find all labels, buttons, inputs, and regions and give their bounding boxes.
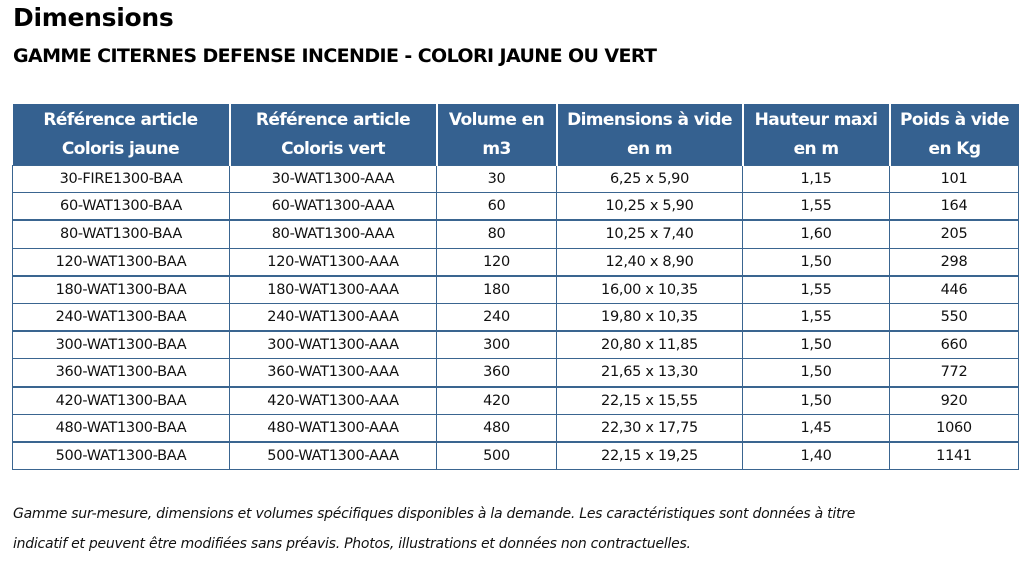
cell-hauteur: 1,45	[743, 414, 890, 442]
table-row	[13, 442, 1019, 470]
header-line1: Référence article	[43, 109, 198, 130]
cell-ref-jaune: 180-WAT1300-BAA	[13, 276, 230, 304]
table-body	[13, 166, 1019, 470]
table-header-row	[13, 104, 1019, 166]
cell-poids: 1060	[890, 414, 1019, 442]
header-ref-vert	[230, 104, 437, 166]
cell-volume: 500	[437, 442, 557, 470]
cell-dimensions: 22,15 x 19,25	[557, 442, 743, 470]
cell-volume: 120	[437, 248, 557, 276]
cell-volume: 480	[437, 414, 557, 442]
cell-hauteur: 1,55	[743, 276, 890, 304]
page-subtitle: GAMME CITERNES DEFENSE INCENDIE - COLORI JAUNE OU VERT	[13, 45, 657, 67]
cell-volume: 80	[437, 220, 557, 248]
cell-poids: 164	[890, 193, 1019, 221]
header-line2: Coloris vert	[281, 138, 385, 159]
cell-ref-jaune: 420-WAT1300-BAA	[13, 387, 230, 415]
cell-dimensions: 22,30 x 17,75	[557, 414, 743, 442]
header-line1: Référence article	[255, 109, 411, 130]
cell-ref-jaune: 240-WAT1300-BAA	[13, 303, 230, 331]
cell-volume: 420	[437, 387, 557, 415]
cell-hauteur: 1,55	[743, 193, 890, 221]
footnote-line-2: indicatif et peuvent être modifiées sans préavis. Photos, illustrations et données non contractuelles.	[13, 536, 691, 552]
cell-poids: 660	[890, 331, 1019, 359]
header-poids	[890, 104, 1019, 166]
cell-ref-vert: 360-WAT1300-AAA	[230, 359, 437, 387]
cell-volume: 60	[437, 193, 557, 221]
table-row	[13, 276, 1019, 304]
cell-ref-jaune: 500-WAT1300-BAA	[13, 442, 230, 470]
cell-poids: 920	[890, 387, 1019, 415]
header-line2: m3	[482, 138, 511, 159]
table-row	[13, 359, 1019, 387]
header-hauteur	[743, 104, 890, 166]
table-row	[13, 331, 1019, 359]
cell-dimensions: 16,00 x 10,35	[557, 276, 743, 304]
dimensions-table	[12, 104, 1019, 470]
table-row	[13, 248, 1019, 276]
cell-hauteur: 1,55	[743, 303, 890, 331]
header-line1: Poids à vide	[900, 109, 1009, 130]
cell-dimensions: 6,25 x 5,90	[557, 166, 743, 193]
cell-ref-jaune: 120-WAT1300-BAA	[13, 248, 230, 276]
table-row	[13, 303, 1019, 331]
cell-ref-vert: 480-WAT1300-AAA	[230, 414, 437, 442]
cell-ref-vert: 300-WAT1300-AAA	[230, 331, 437, 359]
cell-volume: 360	[437, 359, 557, 387]
cell-ref-vert: 500-WAT1300-AAA	[230, 442, 437, 470]
cell-ref-jaune: 30-FIRE1300-BAA	[13, 166, 230, 193]
header-line2: Coloris jaune	[61, 138, 180, 159]
header-line2: en m	[793, 138, 839, 159]
header-line2: en Kg	[928, 138, 981, 159]
cell-ref-vert: 60-WAT1300-AAA	[230, 193, 437, 221]
cell-hauteur: 1,50	[743, 331, 890, 359]
table-row	[13, 193, 1019, 221]
cell-dimensions: 12,40 x 8,90	[557, 248, 743, 276]
cell-hauteur: 1,40	[743, 442, 890, 470]
cell-poids: 205	[890, 220, 1019, 248]
cell-ref-vert: 80-WAT1300-AAA	[230, 220, 437, 248]
cell-poids: 550	[890, 303, 1019, 331]
table-row	[13, 166, 1019, 193]
cell-volume: 240	[437, 303, 557, 331]
header-ref-jaune	[13, 104, 230, 166]
cell-hauteur: 1,15	[743, 166, 890, 193]
cell-dimensions: 21,65 x 13,30	[557, 359, 743, 387]
cell-volume: 30	[437, 166, 557, 193]
header-line1: Volume en	[448, 109, 545, 130]
cell-hauteur: 1,50	[743, 387, 890, 415]
table-row	[13, 414, 1019, 442]
header-line2: en m	[627, 138, 672, 159]
cell-ref-jaune: 360-WAT1300-BAA	[13, 359, 230, 387]
footnote	[13, 499, 1013, 559]
cell-ref-vert: 420-WAT1300-AAA	[230, 387, 437, 415]
cell-poids: 298	[890, 248, 1019, 276]
cell-ref-vert: 180-WAT1300-AAA	[230, 276, 437, 304]
cell-volume: 300	[437, 331, 557, 359]
cell-dimensions: 20,80 x 11,85	[557, 331, 743, 359]
cell-ref-jaune: 480-WAT1300-BAA	[13, 414, 230, 442]
table-row	[13, 387, 1019, 415]
header-volume	[437, 104, 557, 166]
cell-dimensions: 10,25 x 7,40	[557, 220, 743, 248]
cell-ref-vert: 240-WAT1300-AAA	[230, 303, 437, 331]
header-line1: Dimensions à vide	[567, 109, 732, 130]
cell-ref-vert: 30-WAT1300-AAA	[230, 166, 437, 193]
cell-hauteur: 1,60	[743, 220, 890, 248]
cell-ref-vert: 120-WAT1300-AAA	[230, 248, 437, 276]
cell-ref-jaune: 80-WAT1300-BAA	[13, 220, 230, 248]
table-row	[13, 220, 1019, 248]
cell-dimensions: 19,80 x 10,35	[557, 303, 743, 331]
cell-poids: 101	[890, 166, 1019, 193]
header-dimensions	[557, 104, 743, 166]
cell-ref-jaune: 60-WAT1300-BAA	[13, 193, 230, 221]
cell-volume: 180	[437, 276, 557, 304]
cell-dimensions: 22,15 x 15,55	[557, 387, 743, 415]
cell-ref-jaune: 300-WAT1300-BAA	[13, 331, 230, 359]
cell-dimensions: 10,25 x 5,90	[557, 193, 743, 221]
cell-poids: 1141	[890, 442, 1019, 470]
cell-hauteur: 1,50	[743, 359, 890, 387]
page-title: Dimensions	[13, 3, 174, 32]
cell-poids: 772	[890, 359, 1019, 387]
cell-poids: 446	[890, 276, 1019, 304]
cell-hauteur: 1,50	[743, 248, 890, 276]
footnote-line-1: Gamme sur-mesure, dimensions et volumes spécifiques disponibles à la demande. Les caractéristiques sont données à titre	[13, 506, 856, 522]
header-line1: Hauteur maxi	[754, 109, 878, 130]
